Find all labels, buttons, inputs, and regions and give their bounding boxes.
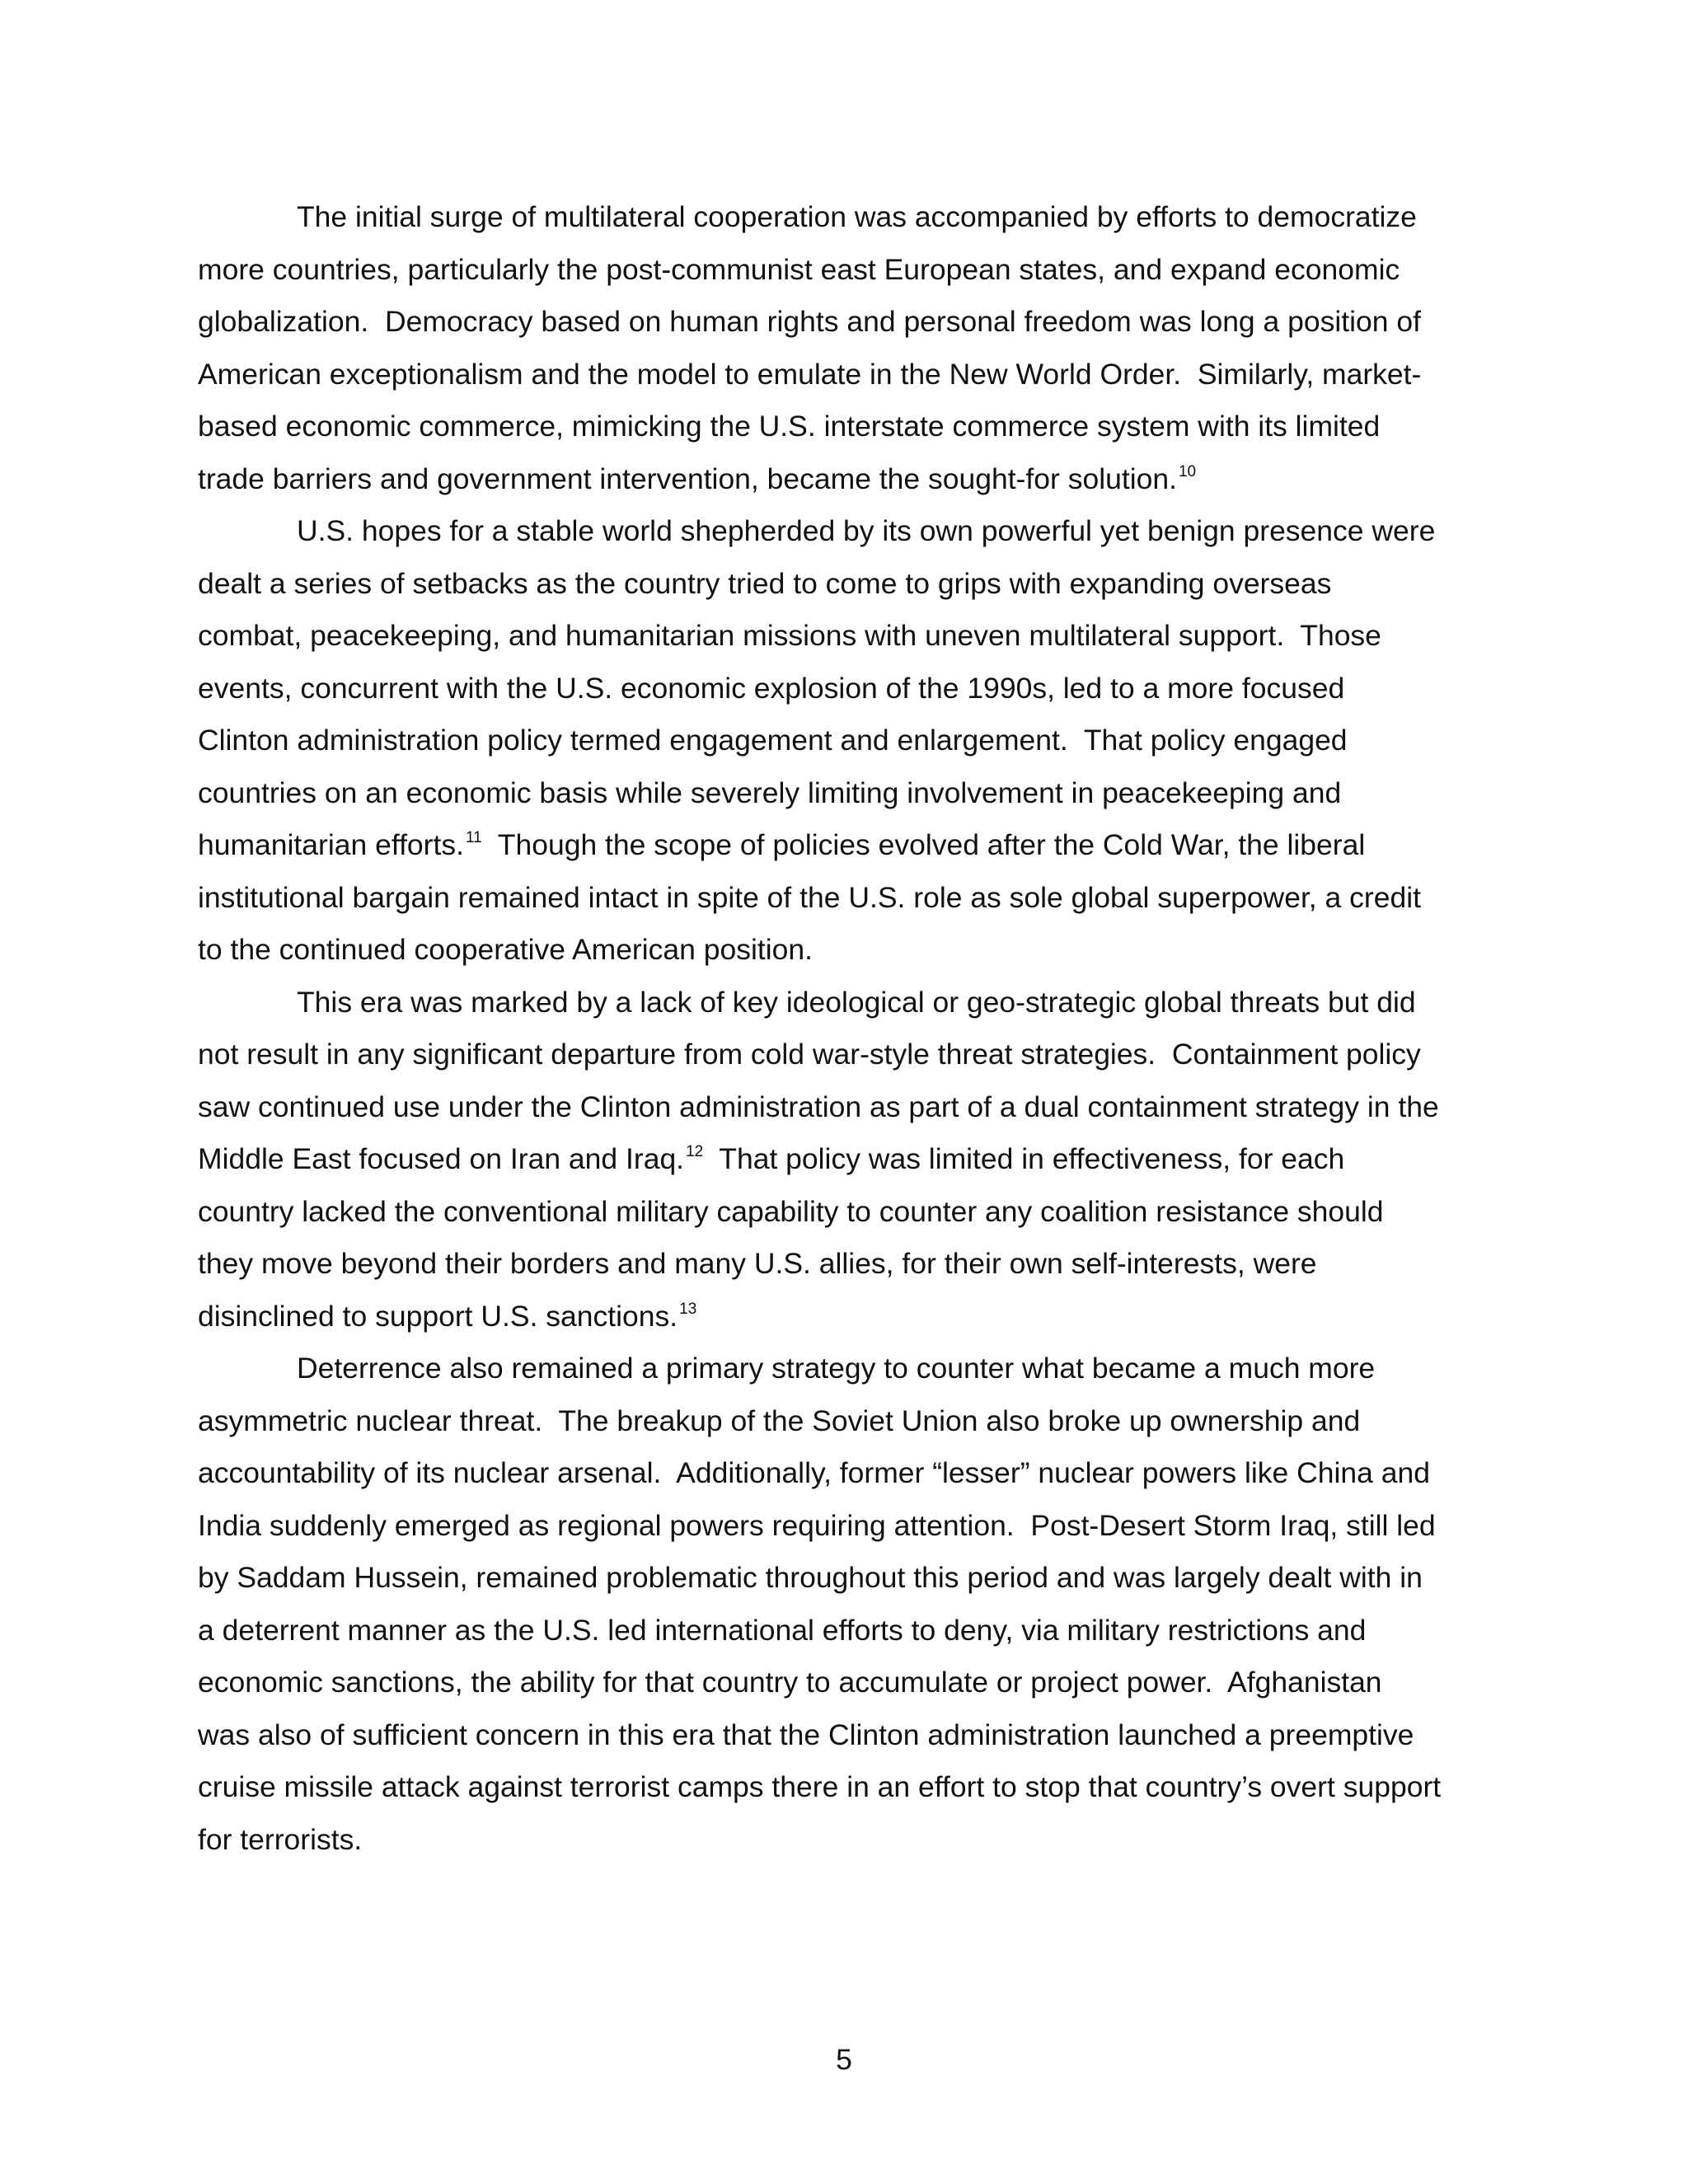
text-line: [198, 1291, 1500, 1343]
line-text: more countries, particularly the post-communist east European states, and expand economic: [198, 252, 1400, 286]
line-text: The initial surge of multilateral cooperation was accompanied by efforts to democratize: [297, 200, 1417, 233]
paragraph: [198, 977, 1500, 1343]
line-text: Middle East focused on Iran and Iraq.: [198, 1142, 685, 1175]
text-line: [198, 977, 1500, 1029]
text-line: [198, 1657, 1500, 1709]
line-text: countries on an economic basis while severely limiting involvement in peacekeeping and: [198, 776, 1342, 809]
line-text: cruise missile attack against terrorist camps there in an effort to stop that country’s overt support: [198, 1770, 1442, 1803]
footnote-reference: 13: [679, 1300, 697, 1318]
line-text: events, concurrent with the U.S. economic explosion of the 1990s, led to a more focused: [198, 671, 1345, 705]
text-line: [198, 244, 1500, 297]
line-text: by Saddam Hussein, remained problematic throughout this period and was largely dealt with in: [198, 1561, 1423, 1594]
line-text: country lacked the conventional military capability to counter any coalition resistance should: [198, 1194, 1384, 1228]
text-line: [198, 191, 1500, 244]
line-text: asymmetric nuclear threat. The breakup of the Soviet Union also broke up ownership and: [198, 1404, 1361, 1437]
text-line: [198, 1186, 1500, 1239]
text-line: [198, 663, 1500, 715]
line-text: dealt a series of setbacks as the country tried to come to grips with expanding overseas: [198, 566, 1332, 600]
paragraph: [198, 191, 1500, 505]
text-line: [198, 505, 1500, 558]
line-text-continued: That policy was limited in effectiveness, for each: [703, 1142, 1345, 1175]
text-line: [198, 610, 1500, 663]
text-line: [198, 558, 1500, 611]
text-line: [198, 767, 1500, 820]
text-line: [198, 1029, 1500, 1081]
text-line: [198, 1605, 1500, 1657]
text-line: [198, 872, 1500, 925]
text-line: [198, 1343, 1500, 1395]
line-text: was also of sufficient concern in this era that the Clinton administration launched a preemptive: [198, 1718, 1414, 1751]
line-text: Deterrence also remained a primary strategy to counter what became a much more: [297, 1352, 1376, 1385]
line-text: not result in any significant departure from cold war-style threat strategies. Containment policy: [198, 1038, 1421, 1071]
footnote-reference: 12: [686, 1143, 704, 1160]
page-number: 5: [836, 2043, 852, 2076]
text-line: [198, 1552, 1500, 1605]
line-text: This era was marked by a lack of key ideological or geo-strategic global threats but did: [297, 985, 1416, 1019]
text-line: [198, 401, 1500, 453]
line-text: they move beyond their borders and many U.S. allies, for their own self-interests, were: [198, 1247, 1317, 1280]
line-text: economic sanctions, the ability for that country to accumulate or project power. Afghanistan: [198, 1666, 1382, 1699]
text-line: [198, 349, 1500, 401]
text-line: [198, 296, 1500, 349]
footnote-reference: 10: [1178, 462, 1197, 480]
paragraph: [198, 505, 1500, 977]
text-line: [198, 1395, 1500, 1448]
text-line: [198, 1447, 1500, 1500]
line-text: U.S. hopes for a stable world shepherded by its own powerful yet benign presence were: [297, 514, 1436, 547]
line-text-continued: Though the scope of policies evolved after the Cold War, the liberal: [481, 828, 1366, 861]
line-text: Clinton administration policy termed engagement and enlargement. That policy engaged: [198, 724, 1348, 757]
line-text: humanitarian efforts.: [198, 828, 464, 861]
text-line: [198, 1133, 1500, 1186]
text-line: [198, 1081, 1500, 1134]
line-text: based economic commerce, mimicking the U.S. interstate commerce system with its limited: [198, 410, 1381, 443]
text-line: [198, 1238, 1500, 1291]
text-line: [198, 1814, 1500, 1867]
line-text: disinclined to support U.S. sanctions.: [198, 1299, 678, 1333]
line-text: for terrorists.: [198, 1822, 363, 1856]
paragraph: [198, 1343, 1500, 1866]
text-line: [198, 924, 1500, 977]
line-text: saw continued use under the Clinton administration as part of a dual containment strategy in the: [198, 1090, 1439, 1123]
line-text: globalization. Democracy based on human rights and personal freedom was long a position of: [198, 305, 1421, 338]
line-text: American exceptionalism and the model to emulate in the New World Order. Similarly, market-: [198, 357, 1422, 391]
text-line: [198, 1709, 1500, 1762]
line-text: trade barriers and government intervention, became the sought-for solution.: [198, 462, 1177, 495]
body-text: [198, 191, 1500, 1866]
line-text: India suddenly emerged as regional powers requiring attention. Post-Desert Storm Iraq, still led: [198, 1508, 1436, 1542]
line-text: institutional bargain remained intact in spite of the U.S. role as sole global superpower, a credit: [198, 880, 1421, 914]
text-line: [198, 453, 1500, 506]
line-text: combat, peacekeeping, and humanitarian missions with uneven multilateral support. Those: [198, 619, 1381, 652]
text-line: [198, 1500, 1500, 1553]
footnote-reference: 11: [465, 829, 482, 846]
text-line: [198, 819, 1500, 872]
text-line: [198, 715, 1500, 767]
line-text: accountability of its nuclear arsenal. Additionally, former “lesser” nuclear powers like China and: [198, 1456, 1431, 1489]
line-text: a deterrent manner as the U.S. led international efforts to deny, via military restrictions and: [198, 1613, 1367, 1647]
text-line: [198, 1761, 1500, 1814]
line-text: to the continued cooperative American position.: [198, 933, 813, 966]
